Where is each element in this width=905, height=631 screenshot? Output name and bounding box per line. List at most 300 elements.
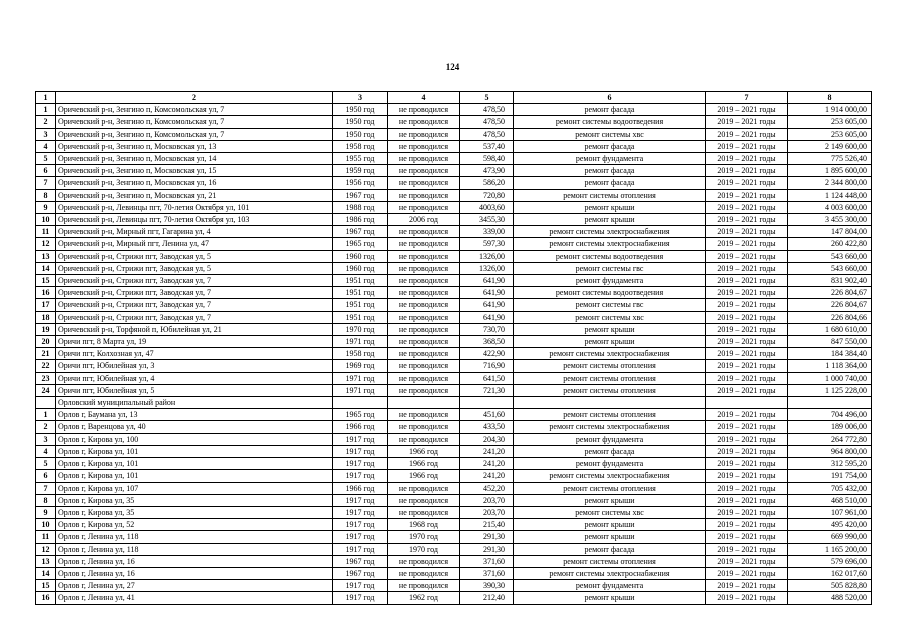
- repair-cost: 226 804,67: [788, 287, 872, 299]
- table-row: [36, 445, 872, 457]
- row-index: 13: [36, 555, 56, 567]
- repair-type: ремонт фасада: [514, 140, 706, 152]
- table-row: [36, 116, 872, 128]
- total-area: 291,30: [460, 531, 514, 543]
- address: Орлов г, Варенцова ул, 40: [56, 421, 333, 433]
- repair-type: ремонт системы хвс: [514, 506, 706, 518]
- repair-period: 2019 – 2021 годы: [706, 421, 788, 433]
- total-area: 371,60: [460, 567, 514, 579]
- last-repair-year: не проводился: [388, 348, 460, 360]
- repair-cost: 162 017,60: [788, 567, 872, 579]
- repair-period: 2019 – 2021 годы: [706, 226, 788, 238]
- last-repair-year: не проводился: [388, 384, 460, 396]
- table-row: [36, 299, 872, 311]
- repair-type: ремонт фундамента: [514, 433, 706, 445]
- commission-year: 1917 год: [333, 543, 388, 555]
- last-repair-year: не проводился: [388, 555, 460, 567]
- commission-year: 1950 год: [333, 104, 388, 116]
- address: Орлов г, Кирова ул, 101: [56, 470, 333, 482]
- table-row: [36, 140, 872, 152]
- repair-period: 2019 – 2021 годы: [706, 128, 788, 140]
- address: Оричевский р-н, Зенгино п, Московская ул, 14: [56, 153, 333, 165]
- last-repair-year: не проводился: [388, 177, 460, 189]
- address: Орлов г, Кирова ул, 101: [56, 458, 333, 470]
- column-number: 1: [36, 92, 56, 104]
- commission-year: 1951 год: [333, 287, 388, 299]
- total-area: 641,90: [460, 299, 514, 311]
- row-index: 4: [36, 445, 56, 457]
- table-row: [36, 555, 872, 567]
- address: Оричевский р-н, Зенгино п, Московская ул, 15: [56, 165, 333, 177]
- table-row: [36, 275, 872, 287]
- repair-cost: 1 124 448,00: [788, 189, 872, 201]
- row-index: 15: [36, 580, 56, 592]
- total-area: 433,50: [460, 421, 514, 433]
- column-number: 4: [388, 92, 460, 104]
- repair-cost: 579 696,00: [788, 555, 872, 567]
- row-index: 11: [36, 531, 56, 543]
- table-row: [36, 250, 872, 262]
- address: Оричевский р-н, Зенгино п, Комсомольская ул, 7: [56, 116, 333, 128]
- repair-period: 2019 – 2021 годы: [706, 567, 788, 579]
- table-row: [36, 580, 872, 592]
- repair-period: 2019 – 2021 годы: [706, 214, 788, 226]
- repair-type: ремонт системы электроснабжения: [514, 421, 706, 433]
- last-repair-year: 2006 год: [388, 214, 460, 226]
- repair-period: 2019 – 2021 годы: [706, 519, 788, 531]
- commission-year: 1917 год: [333, 458, 388, 470]
- commission-year: 1986 год: [333, 214, 388, 226]
- total-area: 371,60: [460, 555, 514, 567]
- table-row: [36, 433, 872, 445]
- repair-cost: 4 003 600,00: [788, 201, 872, 213]
- total-area: 720,80: [460, 189, 514, 201]
- repair-period: 2019 – 2021 годы: [706, 140, 788, 152]
- commission-year: 1967 год: [333, 226, 388, 238]
- commission-year: 1917 год: [333, 506, 388, 518]
- address: Оричевский р-н, Зенгино п, Московская ул, 13: [56, 140, 333, 152]
- address: Оричи пгт, 8 Марта ул, 19: [56, 336, 333, 348]
- address: Оричевский р-н, Стрижи пгт, Заводская ул, 7: [56, 287, 333, 299]
- last-repair-year: 1970 год: [388, 531, 460, 543]
- total-area: [460, 397, 514, 409]
- table-row: [36, 214, 872, 226]
- repair-cost: 1 118 364,00: [788, 360, 872, 372]
- last-repair-year: не проводился: [388, 494, 460, 506]
- repair-type: ремонт фасада: [514, 165, 706, 177]
- repair-cost: 226 804,67: [788, 299, 872, 311]
- total-area: 641,90: [460, 311, 514, 323]
- repair-cost: 189 006,00: [788, 421, 872, 433]
- row-index: 1: [36, 104, 56, 116]
- address: Оричи пгт, Юбилейная ул, 4: [56, 372, 333, 384]
- last-repair-year: не проводился: [388, 506, 460, 518]
- table-row: [36, 543, 872, 555]
- repair-period: 2019 – 2021 годы: [706, 458, 788, 470]
- total-area: 451,60: [460, 409, 514, 421]
- row-index: 9: [36, 201, 56, 213]
- row-index: 12: [36, 238, 56, 250]
- repair-type: ремонт системы электроснабжения: [514, 226, 706, 238]
- repair-cost: 1 914 000,00: [788, 104, 872, 116]
- table-row: [36, 409, 872, 421]
- commission-year: 1951 год: [333, 299, 388, 311]
- row-index: 13: [36, 250, 56, 262]
- repair-type: ремонт крыши: [514, 201, 706, 213]
- commission-year: 1917 год: [333, 531, 388, 543]
- table-row: [36, 226, 872, 238]
- address: Оричевский р-н, Левинцы пгт, 70-летия Октября ул, 101: [56, 201, 333, 213]
- total-area: 597,30: [460, 238, 514, 250]
- row-index: 1: [36, 409, 56, 421]
- total-area: 4003,60: [460, 201, 514, 213]
- repair-cost: 505 828,80: [788, 580, 872, 592]
- repair-period: 2019 – 2021 годы: [706, 165, 788, 177]
- table-row: [36, 421, 872, 433]
- row-index: 4: [36, 140, 56, 152]
- repair-cost: 543 660,00: [788, 262, 872, 274]
- row-index: 9: [36, 506, 56, 518]
- total-area: 721,30: [460, 384, 514, 396]
- commission-year: 1958 год: [333, 140, 388, 152]
- address: Орлов г, Кирова ул, 100: [56, 433, 333, 445]
- repair-period: 2019 – 2021 годы: [706, 275, 788, 287]
- commission-year: 1917 год: [333, 445, 388, 457]
- last-repair-year: не проводился: [388, 189, 460, 201]
- repair-type: ремонт системы отопления: [514, 482, 706, 494]
- repair-cost: 831 902,40: [788, 275, 872, 287]
- total-area: 422,90: [460, 348, 514, 360]
- row-index: 16: [36, 287, 56, 299]
- commission-year: 1969 год: [333, 360, 388, 372]
- row-index: 19: [36, 323, 56, 335]
- repair-type: ремонт системы электроснабжения: [514, 470, 706, 482]
- row-index: 24: [36, 384, 56, 396]
- address: Оричевский р-н, Стрижи пгт, Заводская ул, 7: [56, 311, 333, 323]
- repair-period: 2019 – 2021 годы: [706, 531, 788, 543]
- table-row: [36, 592, 872, 604]
- last-repair-year: не проводился: [388, 262, 460, 274]
- commission-year: 1965 год: [333, 409, 388, 421]
- row-index: 14: [36, 567, 56, 579]
- repair-period: 2019 – 2021 годы: [706, 494, 788, 506]
- commission-year: 1960 год: [333, 250, 388, 262]
- total-area: 641,90: [460, 275, 514, 287]
- repair-cost: 1 165 200,00: [788, 543, 872, 555]
- last-repair-year: 1966 год: [388, 470, 460, 482]
- row-index: 23: [36, 372, 56, 384]
- total-area: 241,20: [460, 458, 514, 470]
- total-area: 203,70: [460, 494, 514, 506]
- repair-cost: 1 895 600,00: [788, 165, 872, 177]
- repair-type: ремонт фундамента: [514, 153, 706, 165]
- commission-year: 1971 год: [333, 384, 388, 396]
- last-repair-year: не проводился: [388, 116, 460, 128]
- address: Орлов г, Ленина ул, 118: [56, 531, 333, 543]
- commission-year: 1951 год: [333, 311, 388, 323]
- repair-period: 2019 – 2021 годы: [706, 348, 788, 360]
- repair-period: 2019 – 2021 годы: [706, 445, 788, 457]
- table-row: [36, 384, 872, 396]
- column-number-row: [36, 92, 872, 104]
- address: Орлов г, Ленина ул, 41: [56, 592, 333, 604]
- table-row: [36, 287, 872, 299]
- address: Оричевский р-н, Стрижи пгт, Заводская ул, 5: [56, 262, 333, 274]
- repair-cost: 107 961,00: [788, 506, 872, 518]
- repair-type: [514, 397, 706, 409]
- row-index: 20: [36, 336, 56, 348]
- row-index: 17: [36, 299, 56, 311]
- table-row: [36, 506, 872, 518]
- repair-period: 2019 – 2021 годы: [706, 336, 788, 348]
- total-area: 478,50: [460, 104, 514, 116]
- repair-type: ремонт фундамента: [514, 580, 706, 592]
- row-index: 11: [36, 226, 56, 238]
- repair-type: ремонт крыши: [514, 519, 706, 531]
- last-repair-year: не проводился: [388, 153, 460, 165]
- last-repair-year: 1968 год: [388, 519, 460, 531]
- commission-year: 1955 год: [333, 153, 388, 165]
- row-index: 2: [36, 421, 56, 433]
- repair-cost: 260 422,80: [788, 238, 872, 250]
- total-area: 390,30: [460, 580, 514, 592]
- repair-cost: 312 595,20: [788, 458, 872, 470]
- column-number: 8: [788, 92, 872, 104]
- address: Оричевский р-н, Стрижи пгт, Заводская ул, 7: [56, 275, 333, 287]
- table-row: [36, 360, 872, 372]
- repair-period: 2019 – 2021 годы: [706, 580, 788, 592]
- repair-period: 2019 – 2021 годы: [706, 116, 788, 128]
- table-row: [36, 153, 872, 165]
- repair-period: 2019 – 2021 годы: [706, 153, 788, 165]
- commission-year: 1951 год: [333, 275, 388, 287]
- repair-type: ремонт крыши: [514, 494, 706, 506]
- address: Оричевский р-н, Зенгино п, Комсомольская ул, 7: [56, 104, 333, 116]
- repair-cost: 3 455 300,00: [788, 214, 872, 226]
- last-repair-year: 1966 год: [388, 445, 460, 457]
- last-repair-year: не проводился: [388, 421, 460, 433]
- repair-cost: 704 496,00: [788, 409, 872, 421]
- repair-cost: 468 510,00: [788, 494, 872, 506]
- total-area: 478,50: [460, 128, 514, 140]
- row-index: 3: [36, 433, 56, 445]
- address: Орлов г, Ленина ул, 16: [56, 555, 333, 567]
- table-row: [36, 372, 872, 384]
- row-index: 16: [36, 592, 56, 604]
- last-repair-year: не проводился: [388, 360, 460, 372]
- total-area: 215,40: [460, 519, 514, 531]
- repair-period: 2019 – 2021 годы: [706, 360, 788, 372]
- table-row: [36, 470, 872, 482]
- commission-year: 1967 год: [333, 189, 388, 201]
- repair-type: ремонт системы водоотведения: [514, 116, 706, 128]
- repair-type: ремонт системы хвс: [514, 311, 706, 323]
- row-index: 5: [36, 458, 56, 470]
- table-row: [36, 262, 872, 274]
- repair-cost: 543 660,00: [788, 250, 872, 262]
- table-row: [36, 189, 872, 201]
- repair-type: ремонт системы водоотведения: [514, 287, 706, 299]
- repair-cost: 2 149 600,00: [788, 140, 872, 152]
- table-row: [36, 311, 872, 323]
- repair-type: ремонт системы водоотведения: [514, 250, 706, 262]
- column-number: 6: [514, 92, 706, 104]
- total-area: 641,50: [460, 372, 514, 384]
- total-area: 203,70: [460, 506, 514, 518]
- last-repair-year: не проводился: [388, 165, 460, 177]
- last-repair-year: не проводился: [388, 140, 460, 152]
- row-index: 18: [36, 311, 56, 323]
- last-repair-year: не проводился: [388, 323, 460, 335]
- repair-period: 2019 – 2021 годы: [706, 262, 788, 274]
- row-index: 7: [36, 177, 56, 189]
- row-index: 14: [36, 262, 56, 274]
- repair-type: ремонт системы отопления: [514, 555, 706, 567]
- repair-type: ремонт системы отопления: [514, 189, 706, 201]
- table-row: [36, 177, 872, 189]
- address: Орлов г, Ленина ул, 27: [56, 580, 333, 592]
- table-body: [36, 92, 872, 605]
- repair-type: ремонт системы электроснабжения: [514, 238, 706, 250]
- commission-year: [333, 397, 388, 409]
- repair-period: 2019 – 2021 годы: [706, 372, 788, 384]
- address: Оричи пгт, Юбилейная ул, 5: [56, 384, 333, 396]
- row-index: 10: [36, 214, 56, 226]
- last-repair-year: не проводился: [388, 299, 460, 311]
- repair-period: 2019 – 2021 годы: [706, 555, 788, 567]
- repair-cost: 1 000 740,00: [788, 372, 872, 384]
- last-repair-year: 1970 год: [388, 543, 460, 555]
- repair-cost: 253 605,00: [788, 128, 872, 140]
- row-index: 15: [36, 275, 56, 287]
- commission-year: 1966 год: [333, 482, 388, 494]
- commission-year: 1917 год: [333, 470, 388, 482]
- row-index: 22: [36, 360, 56, 372]
- table-row: [36, 238, 872, 250]
- address: Оричевский р-н, Зенгино п, Комсомольская ул, 7: [56, 128, 333, 140]
- commission-year: 1971 год: [333, 336, 388, 348]
- repair-type: ремонт крыши: [514, 592, 706, 604]
- address: Орлов г, Ленина ул, 16: [56, 567, 333, 579]
- row-index: 6: [36, 165, 56, 177]
- last-repair-year: не проводился: [388, 128, 460, 140]
- table-row: [36, 494, 872, 506]
- last-repair-year: не проводился: [388, 580, 460, 592]
- address: Оричевский р-н, Мирный пгт, Ленина ул, 47: [56, 238, 333, 250]
- repair-type: ремонт фасада: [514, 104, 706, 116]
- total-area: 473,90: [460, 165, 514, 177]
- table-row: [36, 348, 872, 360]
- commission-year: 1917 год: [333, 519, 388, 531]
- repair-type: ремонт фасада: [514, 177, 706, 189]
- column-number: 7: [706, 92, 788, 104]
- column-number: 2: [56, 92, 333, 104]
- repair-cost: 495 420,00: [788, 519, 872, 531]
- address: Оричевский р-н, Стрижи пгт, Заводская ул, 5: [56, 250, 333, 262]
- last-repair-year: не проводился: [388, 287, 460, 299]
- row-index: [36, 397, 56, 409]
- total-area: 478,50: [460, 116, 514, 128]
- repair-cost: 191 754,00: [788, 470, 872, 482]
- commission-year: 1966 год: [333, 421, 388, 433]
- repair-cost: 147 804,00: [788, 226, 872, 238]
- total-area: 716,90: [460, 360, 514, 372]
- commission-year: 1917 год: [333, 592, 388, 604]
- repair-cost: 775 526,40: [788, 153, 872, 165]
- address: Орлов г, Ленина ул, 118: [56, 543, 333, 555]
- address: Орлов г, Кирова ул, 101: [56, 445, 333, 457]
- last-repair-year: не проводился: [388, 336, 460, 348]
- capital-repair-table: [35, 91, 872, 605]
- repair-period: 2019 – 2021 годы: [706, 189, 788, 201]
- address: Оричевский р-н, Мирный пгт, Гагарина ул, 4: [56, 226, 333, 238]
- repair-type: ремонт фасада: [514, 445, 706, 457]
- commission-year: 1917 год: [333, 580, 388, 592]
- repair-type: ремонт системы электроснабжения: [514, 567, 706, 579]
- total-area: 204,30: [460, 433, 514, 445]
- commission-year: 1956 год: [333, 177, 388, 189]
- repair-type: ремонт крыши: [514, 214, 706, 226]
- last-repair-year: не проводился: [388, 433, 460, 445]
- total-area: 339,00: [460, 226, 514, 238]
- total-area: 212,40: [460, 592, 514, 604]
- commission-year: 1958 год: [333, 348, 388, 360]
- commission-year: 1960 год: [333, 262, 388, 274]
- page-number: 124: [445, 62, 460, 72]
- address: Оричи пгт, Юбилейная ул, 3: [56, 360, 333, 372]
- total-area: 3455,30: [460, 214, 514, 226]
- commission-year: 1965 год: [333, 238, 388, 250]
- commission-year: 1967 год: [333, 555, 388, 567]
- commission-year: 1967 год: [333, 567, 388, 579]
- table-row: [36, 336, 872, 348]
- repair-period: 2019 – 2021 годы: [706, 543, 788, 555]
- last-repair-year: не проводился: [388, 275, 460, 287]
- table-row: [36, 482, 872, 494]
- repair-type: ремонт системы отопления: [514, 360, 706, 372]
- row-index: 2: [36, 116, 56, 128]
- repair-cost: 847 550,00: [788, 336, 872, 348]
- repair-type: ремонт системы гвс: [514, 262, 706, 274]
- repair-period: 2019 – 2021 годы: [706, 250, 788, 262]
- repair-type: ремонт крыши: [514, 531, 706, 543]
- repair-period: [706, 397, 788, 409]
- repair-type: ремонт системы хвс: [514, 128, 706, 140]
- repair-period: 2019 – 2021 годы: [706, 311, 788, 323]
- repair-period: 2019 – 2021 годы: [706, 482, 788, 494]
- repair-type: ремонт системы гвс: [514, 299, 706, 311]
- column-number: 3: [333, 92, 388, 104]
- repair-cost: 1 125 228,00: [788, 384, 872, 396]
- address: Орлов г, Баумана ул, 13: [56, 409, 333, 421]
- repair-cost: 1 680 610,00: [788, 323, 872, 335]
- repair-period: 2019 – 2021 годы: [706, 238, 788, 250]
- repair-type: ремонт фундамента: [514, 458, 706, 470]
- commission-year: 1959 год: [333, 165, 388, 177]
- repair-period: 2019 – 2021 годы: [706, 104, 788, 116]
- repair-period: 2019 – 2021 годы: [706, 470, 788, 482]
- total-area: 241,20: [460, 470, 514, 482]
- table-row: [36, 519, 872, 531]
- last-repair-year: [388, 397, 460, 409]
- last-repair-year: 1966 год: [388, 458, 460, 470]
- total-area: 368,50: [460, 336, 514, 348]
- table-row: [36, 458, 872, 470]
- column-number: 5: [460, 92, 514, 104]
- last-repair-year: не проводился: [388, 104, 460, 116]
- table-row: [36, 323, 872, 335]
- last-repair-year: не проводился: [388, 250, 460, 262]
